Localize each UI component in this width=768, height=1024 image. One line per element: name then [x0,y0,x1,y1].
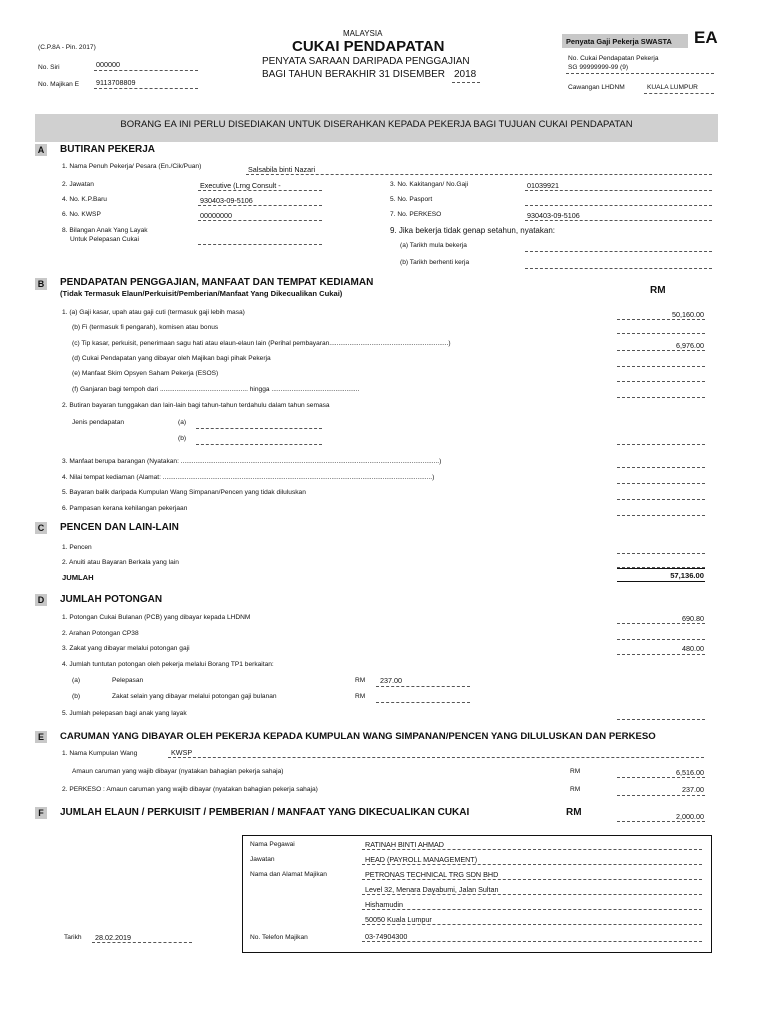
alamat-line-1: PETRONAS TECHNICAL TRG SDN BHD [365,870,499,879]
tarikh-value: 28.02.2019 [95,933,131,942]
kwsp-value: 00000000 [200,211,232,220]
d-item-5: 5. Jumlah pelepasan bagi anak yang layak [62,710,187,717]
perkeso-label: 7. No. PERKESO [390,211,442,218]
kp-value: 930403-09-5106 [200,196,253,205]
d-item-1-value: 690.80 [682,614,704,623]
pegawai-value: RATINAH BINTI AHMAD [365,840,444,849]
name-line [246,174,712,175]
b-item-3-line [617,467,705,468]
e-item-1: 1. Nama Kumpulan Wang [62,750,138,757]
b-item-1b: (b) Fi (termasuk fi pengarah), komisen atau bonus [72,324,219,331]
e-item-1-value: KWSP [171,748,193,757]
cukai-no-label: No. Cukai Pendapatan Pekerja [568,55,659,62]
name-label: 1. Nama Penuh Pekerja/ Pesara (En./Cik/Puan) [62,163,202,170]
b-item-1e: (e) Manfaat Skim Opsyen Saham Pekerja (ESOS) [72,370,219,377]
mula-label: (a) Tarikh mula bekerja [400,242,467,249]
cawangan-line [644,93,714,94]
ea-label: EA [694,28,718,47]
section-b-rm: RM [650,285,666,296]
e-amaun-line [617,777,705,778]
perkeso-value: 930403-09-5106 [527,211,580,220]
jumlah-top-rule [617,568,705,569]
majikan-line [94,88,198,89]
kp-line [198,205,322,206]
telefon-value: 03-74904300 [365,932,408,941]
pegawai-label: Nama Pegawai [250,841,295,848]
jenis-b-line [196,444,322,445]
b-item-1f: (f) Ganjaran bagi tempoh dari ................................................ hingga ................................................ [72,386,360,393]
b-item-1b-line [617,333,705,334]
form-subtitle-2: BAGI TAHUN BERAKHIR 31 DISEMBER [262,69,446,80]
berhenti-line [525,268,712,269]
b-item-1c-value: 6,976.00 [676,341,704,350]
tarikh-label: Tarikh [64,934,82,941]
section-a-title: BUTIRAN PEKERJA [60,144,156,155]
alamat-line-4: 50050 Kuala Lumpur [365,915,432,924]
anak-line [198,244,322,245]
b-item-1d-line [617,366,705,367]
b-item-1a-value: 50,160.00 [672,310,704,319]
d-item-4b-rm: RM [355,693,366,700]
section-e-title: CARUMAN YANG DIBAYAR OLEH PEKERJA KEPADA KUMPULAN WANG SIMPANAN/PENCEN YANG DILULUSKAN DAN PERKESO [60,731,656,742]
section-f-letter: F [35,807,47,819]
private-label: Penyata Gaji Pekerja SWASTA [566,37,672,46]
d-item-4a-line [376,686,470,687]
country-label: MALAYSIA [343,29,383,38]
jumlah-label: JUMLAH [62,573,94,582]
form-subtitle-1: PENYATA SARAAN DARIPADA PENGGAJIAN [262,56,470,67]
d-item-4a-value: 237.00 [380,676,402,685]
d-item-3-line [617,654,705,655]
d-item-2: 2. Arahan Potongan CP38 [62,630,139,637]
section-c-title: PENCEN DAN LAIN-LAIN [60,522,179,533]
jawatan-label: 2. Jawatan [62,181,94,188]
form-title: CUKAI PENDAPATAN [292,38,445,55]
form-code: (C.P.8A - Pin. 2017) [38,44,96,51]
d-item-4b-label: Zakat selain yang dibayar melalui potongan gaji bulanan [112,693,277,700]
pasport-line [525,205,712,206]
cukai-no-line [566,73,714,74]
siri-line [94,70,198,71]
jika-label: 9. Jika bekerja tidak genap setahun, nyatakan: [390,226,555,235]
sig-jawatan-value: HEAD (PAYROLL MANAGEMENT) [365,855,478,864]
alamat-rule-3 [362,909,702,910]
section-f-title: JUMLAH ELAUN / PERKUISIT / PEMBERIAN / MANFAAT YANG DIKECUALIKAN CUKAI [60,807,470,818]
b-item-1d: (d) Cukai Pendapatan yang dibayar oleh Majikan bagi pihak Pekerja [72,355,271,362]
c-item-2: 2. Anuiti atau Bayaran Berkala yang lain [62,559,179,566]
e-amaun-label: Amaun caruman yang wajib dibayar (nyatakan bahagian pekerja sahaja) [72,768,284,775]
majikan-value: 9113708809 [96,78,136,87]
sig-jawatan-line [362,864,702,865]
section-e-letter: E [35,731,47,743]
cawangan-label: Cawangan LHDNM [568,84,625,91]
mula-line [525,251,712,252]
section-b-subtitle: (Tidak Termasuk Elaun/Perkuisit/Pemberian/Manfaat Yang Dikecualikan Cukai) [60,289,343,298]
anak-label-2: Untuk Pelepasan Cukai [70,236,139,243]
jenis-a-line [196,428,322,429]
section-f-rm: RM [566,807,582,818]
d-item-4a-letter: (a) [72,677,81,684]
jenis-label: Jenis pendapatan [72,419,125,426]
alamat-rule-4 [362,924,702,925]
jenis-b: (b) [178,435,187,442]
kakitangan-value: 01039921 [527,181,559,190]
b-item-1a: 1. (a) Gaji kasar, upah atau gaji cuti (termasuk gaji lebih masa) [62,309,245,316]
e-item-2-rm: RM [570,786,581,793]
e-amaun-rm: RM [570,768,581,775]
perkeso-line [525,220,712,221]
c-item-1-line [617,553,705,554]
alamat-rule-2 [362,894,702,895]
d-item-2-line [617,639,705,640]
b-item-3: 3. Manfaat berupa barangan (Nyatakan: .............................................................................................................................................) [62,458,442,465]
d-item-1-line [617,623,705,624]
alamat-line-3: Hishamudin [365,900,403,909]
tarikh-line [92,942,192,943]
b-item-1c-line [617,350,705,351]
kakitangan-label: 3. No. Kakitangan/ No.Gaji [390,181,469,188]
alamat-line-2: Level 32, Menara Dayabumi, Jalan Sultan [365,885,499,894]
e-item-1-line [168,757,704,758]
b-item-6-line [617,515,705,516]
b-item-2-line [617,444,705,445]
name-value: Salsabila binti Nazari [248,165,316,174]
telefon-label: No. Telefon Majikan [250,934,308,941]
section-f-line [617,821,705,822]
b-item-1c: (c) Tip kasar, perkuisit, penerimaan sagu hati atau elaun-elaun lain (Perihal pembayaran.................................................................) [72,340,451,347]
d-item-5-line [617,719,705,720]
siri-label: No. Siri [38,64,60,71]
sig-jawatan-label: Jawatan [250,856,275,863]
section-b-letter: B [35,278,47,290]
section-a-letter: A [35,144,47,156]
d-item-4: 4. Jumlah tuntutan potongan oleh pekerja melalui Borang TP1 berkaitan: [62,661,274,668]
b-item-2: 2. Butiran bayaran tunggakan dan lain-lain bagi tahun-tahun terdahulu dalam tahun semasa [62,402,330,409]
b-item-1f-line [617,397,705,398]
pegawai-line [362,849,702,850]
cukai-no-value: SG 99999999-99 (9) [568,64,629,71]
cawangan-value: KUALA LUMPUR [647,84,698,91]
kwsp-line [198,220,322,221]
kwsp-label: 6. No. KWSP [62,211,101,218]
e-amaun-value: 6,516.00 [676,768,704,777]
e-item-2: 2. PERKESO : Amaun caruman yang wajib dibayar (nyatakan bahagian pekerja sahaja) [62,786,318,793]
d-item-1: 1. Potongan Cukai Bulanan (PCB) yang dibayar kepada LHDNM [62,614,251,621]
b-item-5: 5. Bayaran balik daripada Kumpulan Wang Simpanan/Pencen yang tidak diluluskan [62,489,306,496]
jumlah-value: 57,136.00 [670,571,704,580]
jenis-a: (a) [178,419,187,426]
d-item-4b-line [376,702,470,703]
pasport-label: 5. No. Pasport [390,196,433,203]
section-f-value: 2,000.00 [676,812,704,821]
siri-value: 000000 [96,60,120,69]
jawatan-line [198,190,322,191]
b-item-5-line [617,499,705,500]
c-item-1: 1. Pencen [62,544,92,551]
b-item-1a-line [617,319,705,320]
form-year: 2018 [454,69,477,80]
section-b-title: PENDAPATAN PENGGAJIAN, MANFAAT DAN TEMPAT KEDIAMAN [60,277,374,288]
section-d-title: JUMLAH POTONGAN [60,594,163,605]
d-item-3: 3. Zakat yang dibayar melalui potongan gaji [62,645,190,652]
d-item-4a-rm: RM [355,677,366,684]
d-item-4a-label: Pelepasan [112,677,144,684]
b-item-4: 4. Nilai tempat kediaman (Alamat: ...................................................................................................................................................) [62,474,435,481]
berhenti-label: (b) Tarikh berhenti kerja [400,259,470,266]
anak-label-1: 8. Bilangan Anak Yang Layak [62,227,148,234]
kakitangan-line [525,190,712,191]
d-item-3-value: 480.00 [682,644,704,653]
jawatan-value: Executive (Lrng Consult - [200,181,281,190]
section-d-letter: D [35,594,47,606]
alamat-label: Nama dan Alamat Majikan [250,871,327,878]
b-item-6: 6. Pampasan kerana kehilangan pekerjaan [62,505,188,512]
d-item-4b-letter: (b) [72,693,81,700]
e-item-2-value: 237.00 [682,785,704,794]
telefon-line [362,941,702,942]
jumlah-bottom-rule [617,581,705,582]
kp-label: 4. No. K.P.Baru [62,196,107,203]
alamat-rule-1 [362,879,702,880]
e-item-2-line [617,795,705,796]
b-item-4-line [617,483,705,484]
majikan-label: No. Majikan E [38,81,80,88]
b-item-1e-line [617,381,705,382]
year-line [452,82,480,83]
section-c-letter: C [35,522,47,534]
banner-text: BORANG EA INI PERLU DISEDIAKAN UNTUK DISERAHKAN KEPADA PEKERJA BAGI TUJUAN CUKAI PENDAPATAN [120,119,633,130]
